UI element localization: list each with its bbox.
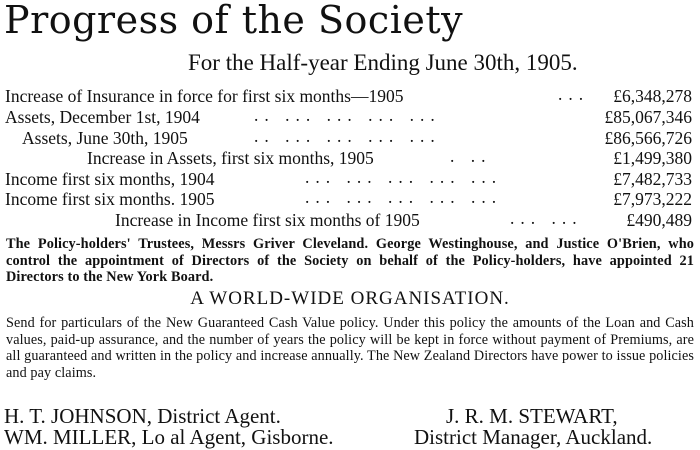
signature-right-2: District Manager, Auckland.	[414, 425, 653, 449]
row-value: £7,973,222	[613, 189, 692, 209]
row-label: Assets, June 30th, 1905	[22, 128, 188, 148]
table-row	[0, 210, 700, 232]
row-value: £85,067,346	[604, 107, 692, 127]
body-paragraph: Send for particulars of the New Guaranteed Cash Value policy. Under this policy the amounts of the Loan and Cash values, paid-up assurance, and the number of years the policy will be kept in force without payment of Premiums, are all guaranteed and written in the policy and increase annually. The New Zealand Directors have power to issue policies and pay claims.	[6, 315, 694, 381]
row-dots: .. ... ... ... ...	[254, 105, 441, 125]
row-value: £6,348,278	[613, 86, 692, 106]
row-label: Income first six months, 1904	[5, 169, 215, 189]
row-dots: ... ... ... ... ...	[305, 187, 503, 207]
page-subtitle: For the Half-year Ending June 30th, 1905.	[188, 50, 578, 75]
row-dots: ... ...	[510, 208, 583, 228]
page-title: Progress of the Society	[4, 0, 464, 42]
row-label: Income first six months. 1905	[5, 189, 215, 209]
section-heading: A WORLD-WIDE ORGANISATION.	[190, 288, 510, 309]
signature-left-1: H. T. JOHNSON, District Agent.	[4, 404, 281, 428]
row-label: Increase in Assets, first six months, 1905	[87, 148, 374, 168]
row-dots: . ..	[450, 146, 492, 166]
row-label: Increase of Insurance in force for first six months—1905	[5, 86, 404, 106]
table-row	[0, 189, 700, 211]
trustees-paragraph: The Policy-holders' Trustees, Messrs Griver Cleveland. George Westinghouse, and Justice O'Brien, who control the appointment of Directors of the Society on behalf of the Policy-holders, have appointed 21 Directors to the New York Board.	[6, 236, 694, 286]
row-dots: .. ... ... ... ...	[254, 126, 441, 146]
row-label: Assets, December 1st, 1904	[5, 107, 200, 127]
table-row	[0, 128, 700, 150]
signature-right-1: J. R. M. STEWART,	[446, 404, 618, 428]
row-value: £490,489	[626, 210, 692, 230]
row-value: £86,566,726	[604, 128, 692, 148]
row-dots: ... ... ... ... ...	[305, 167, 503, 187]
signature-left-2: WM. MILLER, Lo al Agent, Gisborne.	[4, 425, 334, 449]
row-value: £1,499,380	[613, 148, 692, 168]
row-value: £7,482,733	[613, 169, 692, 189]
row-label: Increase in Income first six months of 1905	[115, 210, 420, 230]
row-dots: ...	[558, 84, 590, 104]
